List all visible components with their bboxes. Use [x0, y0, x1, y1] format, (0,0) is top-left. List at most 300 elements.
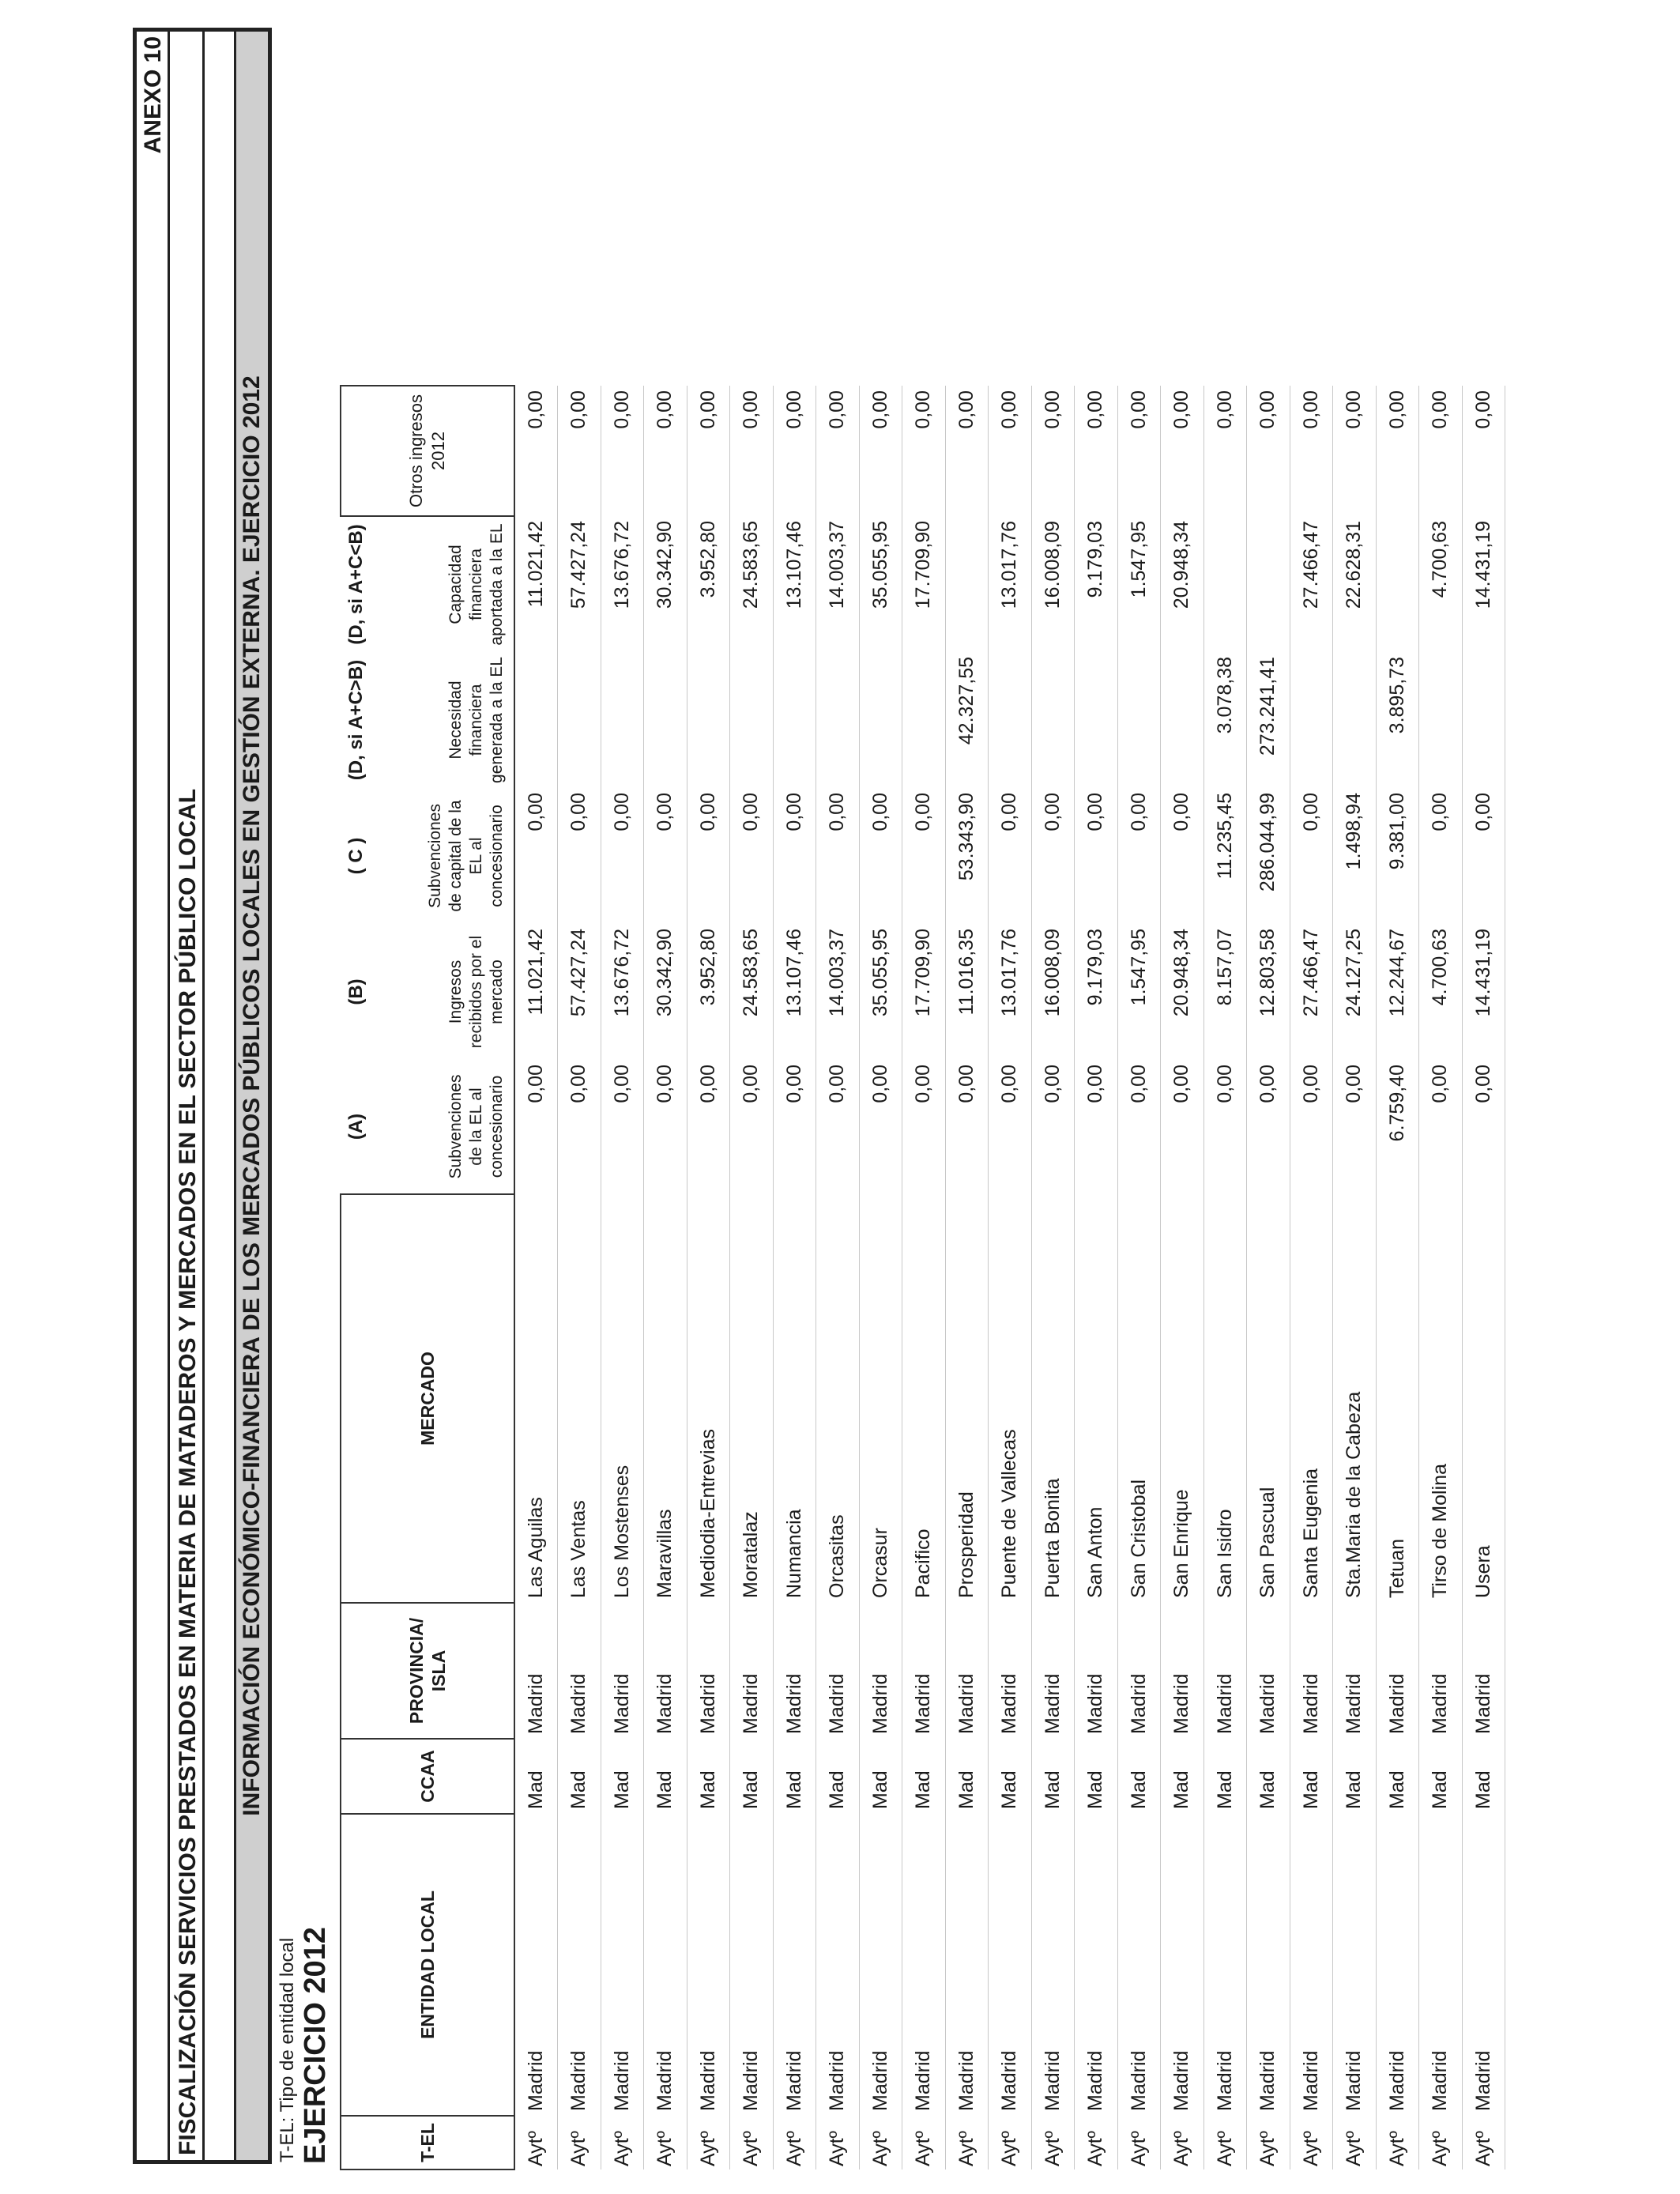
header-frame: [133, 28, 272, 2164]
cell-tel: Aytº: [1290, 2116, 1333, 2169]
cell-d2: 30.342,90: [644, 516, 687, 652]
cell-c: 0,00: [1290, 788, 1333, 924]
cell-entidad: Madrid: [1376, 1814, 1419, 2116]
cell-b: 12.803,58: [1247, 924, 1290, 1060]
cell-a: 0,00: [1419, 1060, 1463, 1194]
cell-provincia: Madrid: [514, 1603, 558, 1739]
cell-otros: 0,00: [1333, 386, 1377, 516]
cell-tel: Aytº: [816, 2116, 860, 2169]
cell-ccaa: Mad: [1031, 1739, 1075, 1814]
cell-d2: 13.676,72: [601, 516, 644, 652]
cell-tel: Aytº: [644, 2116, 687, 2169]
cell-c: 0,00: [902, 788, 946, 924]
cell-ccaa: Mad: [1333, 1739, 1377, 1814]
cell-d1: 42.327,55: [945, 652, 989, 788]
report-subtitle: INFORMACIÓN ECONÓMICO-FINANCIERA DE LOS MERCADOS PÚBLICOS LOCALES EN GESTIÓN EXTERNA. EJERCICIO 2012: [239, 375, 265, 1816]
cell-provincia: Madrid: [1462, 1603, 1505, 1739]
cell-otros: 0,00: [859, 386, 902, 516]
cell-provincia: Madrid: [1117, 1603, 1161, 1739]
cell-c: 9.381,00: [1376, 788, 1419, 924]
cell-tel: Aytº: [1117, 2116, 1161, 2169]
cell-b: 11.016,35: [945, 924, 989, 1060]
cell-b: 13.017,76: [989, 924, 1032, 1060]
table-row: [1203, 386, 1247, 2169]
cell-a: 0,00: [859, 1060, 902, 1194]
cell-entidad: Madrid: [859, 1814, 902, 2116]
cell-tel: Aytº: [1462, 2116, 1505, 2169]
cell-c: 53.343,90: [945, 788, 989, 924]
cell-provincia: Madrid: [1419, 1603, 1463, 1739]
col-entidad: ENTIDAD LOCAL: [341, 1814, 514, 2116]
cell-mercado: Tirso de Molina: [1419, 1194, 1463, 1603]
cell-ccaa: Mad: [1376, 1739, 1419, 1814]
cell-entidad: Madrid: [730, 1814, 774, 2116]
cell-d1: 3.895,73: [1376, 652, 1419, 788]
cell-tel: Aytº: [1419, 2116, 1463, 2169]
table-row: [1376, 386, 1419, 2169]
cell-otros: 0,00: [1203, 386, 1247, 516]
cell-provincia: Madrid: [1031, 1603, 1075, 1739]
cell-a: 0,00: [1075, 1060, 1118, 1194]
cell-d2: 22.628,31: [1333, 516, 1377, 652]
cell-a: 0,00: [1462, 1060, 1505, 1194]
cell-b: 57.427,24: [558, 924, 601, 1060]
cell-entidad: Madrid: [1462, 1814, 1505, 2116]
cell-c: 0,00: [1462, 788, 1505, 924]
cell-entidad: Madrid: [1290, 1814, 1333, 2116]
cell-b: 1.547,95: [1117, 924, 1161, 1060]
table-row: [514, 386, 558, 2169]
cell-d1: [601, 652, 644, 788]
cell-d1: [1075, 652, 1118, 788]
cell-c: 0,00: [558, 788, 601, 924]
cell-b: 20.948,34: [1161, 924, 1204, 1060]
table-row: [687, 386, 730, 2169]
cell-d2: 1.547,95: [1117, 516, 1161, 652]
col-d1-letter: (D, si A+C>B): [345, 659, 367, 781]
cell-otros: 0,00: [1376, 386, 1419, 516]
table-row: [1333, 386, 1377, 2169]
cell-otros: 0,00: [1075, 386, 1118, 516]
cell-ccaa: Mad: [1419, 1739, 1463, 1814]
cell-ccaa: Mad: [558, 1739, 601, 1814]
cell-entidad: Madrid: [1117, 1814, 1161, 2116]
cell-provincia: Madrid: [902, 1603, 946, 1739]
cell-d1: [816, 652, 860, 788]
cell-otros: 0,00: [1247, 386, 1290, 516]
cell-otros: 0,00: [644, 386, 687, 516]
cell-tel: Aytº: [1075, 2116, 1118, 2169]
cell-otros: 0,00: [1117, 386, 1161, 516]
cell-entidad: Madrid: [816, 1814, 860, 2116]
cell-mercado: Mediodia-Entrevias: [687, 1194, 730, 1603]
cell-provincia: Madrid: [1333, 1603, 1377, 1739]
cell-d1: [1161, 652, 1204, 788]
cell-ccaa: Mad: [1075, 1739, 1118, 1814]
table-row: [730, 386, 774, 2169]
cell-mercado: San Anton: [1075, 1194, 1118, 1603]
cell-c: 1.498,94: [1333, 788, 1377, 924]
col-d2-label: Capacidad financiera aportada a la EL: [372, 516, 514, 652]
cell-tel: Aytº: [1203, 2116, 1247, 2169]
cell-a: 0,00: [1031, 1060, 1075, 1194]
cell-b: 24.127,25: [1333, 924, 1377, 1060]
cell-mercado: Tetuan: [1376, 1194, 1419, 1603]
cell-a: 0,00: [514, 1060, 558, 1194]
cell-tel: Aytº: [1247, 2116, 1290, 2169]
cell-c: 0,00: [1161, 788, 1204, 924]
cell-provincia: Madrid: [687, 1603, 730, 1739]
table-row: [601, 386, 644, 2169]
cell-provincia: Madrid: [1161, 1603, 1204, 1739]
cell-b: 30.342,90: [644, 924, 687, 1060]
cell-c: 0,00: [601, 788, 644, 924]
cell-a: 0,00: [1203, 1060, 1247, 1194]
cell-entidad: Madrid: [644, 1814, 687, 2116]
cell-ccaa: Mad: [601, 1739, 644, 1814]
cell-provincia: Madrid: [1203, 1603, 1247, 1739]
cell-d1: [1462, 652, 1505, 788]
cell-c: 0,00: [816, 788, 860, 924]
table-row: [945, 386, 989, 2169]
cell-a: 0,00: [1247, 1060, 1290, 1194]
table-row: [1462, 386, 1505, 2169]
col-tel: T-EL: [341, 2116, 514, 2169]
cell-d2: 35.055,95: [859, 516, 902, 652]
cell-d2: [1376, 516, 1419, 652]
cell-d2: 27.466,47: [1290, 516, 1333, 652]
cell-ccaa: Mad: [1161, 1739, 1204, 1814]
cell-ccaa: Mad: [730, 1739, 774, 1814]
cell-entidad: Madrid: [1075, 1814, 1118, 2116]
cell-b: 14.003,37: [816, 924, 860, 1060]
cell-entidad: Madrid: [1247, 1814, 1290, 2116]
cell-d1: [773, 652, 816, 788]
cell-ccaa: Mad: [902, 1739, 946, 1814]
cell-provincia: Madrid: [1376, 1603, 1419, 1739]
table-row: [644, 386, 687, 2169]
cell-mercado: San Enrique: [1161, 1194, 1204, 1603]
anexo-label: ANEXO 10: [140, 36, 166, 154]
cell-mercado: San Cristobal: [1117, 1194, 1161, 1603]
cell-a: 0,00: [558, 1060, 601, 1194]
cell-b: 24.583,65: [730, 924, 774, 1060]
cell-mercado: Prosperidad: [945, 1194, 989, 1603]
cell-c: 11.235,45: [1203, 788, 1247, 924]
table-row: [1290, 386, 1333, 2169]
cell-provincia: Madrid: [601, 1603, 644, 1739]
cell-d2: 3.952,80: [687, 516, 730, 652]
header-letter-row: [341, 386, 372, 2169]
cell-d2: 14.003,37: [816, 516, 860, 652]
cell-entidad: Madrid: [1333, 1814, 1377, 2116]
cell-a: 0,00: [773, 1060, 816, 1194]
cell-b: 8.157,07: [1203, 924, 1247, 1060]
cell-provincia: Madrid: [1290, 1603, 1333, 1739]
col-ccaa: CCAA: [341, 1739, 514, 1814]
cell-tel: Aytº: [989, 2116, 1032, 2169]
table-row: [816, 386, 860, 2169]
col-mercado: MERCADO: [341, 1194, 514, 1603]
cell-otros: 0,00: [1419, 386, 1463, 516]
cell-d2: [1247, 516, 1290, 652]
cell-b: 27.466,47: [1290, 924, 1333, 1060]
cell-tel: Aytº: [601, 2116, 644, 2169]
col-b-label: Ingresos recibidos por el mercado: [372, 924, 514, 1060]
cell-entidad: Madrid: [902, 1814, 946, 2116]
cell-mercado: Las Aguilas: [514, 1194, 558, 1603]
cell-otros: 0,00: [687, 386, 730, 516]
cell-mercado: San Pascual: [1247, 1194, 1290, 1603]
table-row: [1031, 386, 1075, 2169]
table-row: [773, 386, 816, 2169]
cell-a: 0,00: [989, 1060, 1032, 1194]
cell-mercado: Puente de Vallecas: [989, 1194, 1032, 1603]
cell-entidad: Madrid: [1161, 1814, 1204, 2116]
cell-b: 11.021,42: [514, 924, 558, 1060]
cell-d1: 273.241,41: [1247, 652, 1290, 788]
cell-d2: 13.107,46: [773, 516, 816, 652]
cell-ccaa: Mad: [816, 1739, 860, 1814]
cell-entidad: Madrid: [601, 1814, 644, 2116]
cell-c: 0,00: [1031, 788, 1075, 924]
cell-c: 0,00: [730, 788, 774, 924]
cell-entidad: Madrid: [558, 1814, 601, 2116]
cell-entidad: Madrid: [514, 1814, 558, 2116]
cell-a: 0,00: [816, 1060, 860, 1194]
cell-d2: 13.017,76: [989, 516, 1032, 652]
cell-tel: Aytº: [945, 2116, 989, 2169]
cell-otros: 0,00: [945, 386, 989, 516]
cell-provincia: Madrid: [773, 1603, 816, 1739]
cell-tel: Aytº: [514, 2116, 558, 2169]
cell-otros: 0,00: [1161, 386, 1204, 516]
ejercicio-heading: EJERCICIO 2012: [299, 1927, 332, 2164]
col-provincia: PROVINCIA/ ISLA: [341, 1603, 514, 1739]
anexo-row: [137, 32, 170, 2160]
cell-d1: [1419, 652, 1463, 788]
col-b-letter: (B): [345, 978, 367, 1005]
cell-tel: Aytº: [1161, 2116, 1204, 2169]
cell-mercado: San Isidro: [1203, 1194, 1247, 1603]
cell-provincia: Madrid: [1247, 1603, 1290, 1739]
cell-mercado: Sta.Maria de la Cabeza: [1333, 1194, 1377, 1603]
cell-entidad: Madrid: [687, 1814, 730, 2116]
cell-provincia: Madrid: [644, 1603, 687, 1739]
cell-ccaa: Mad: [989, 1739, 1032, 1814]
cell-d1: [902, 652, 946, 788]
cell-b: 12.244,67: [1376, 924, 1419, 1060]
cell-b: 17.709,90: [902, 924, 946, 1060]
cell-b: 14.431,19: [1462, 924, 1505, 1060]
cell-c: 286.044,99: [1247, 788, 1290, 924]
table-row: [989, 386, 1032, 2169]
cell-tel: Aytº: [730, 2116, 774, 2169]
cell-d2: 24.583,65: [730, 516, 774, 652]
cell-mercado: Santa Eugenia: [1290, 1194, 1333, 1603]
cell-d2: 9.179,03: [1075, 516, 1118, 652]
table-row: [1161, 386, 1204, 2169]
cell-d1: 3.078,38: [1203, 652, 1247, 788]
cell-b: 3.952,80: [687, 924, 730, 1060]
cell-provincia: Madrid: [558, 1603, 601, 1739]
cell-d1: [730, 652, 774, 788]
cell-ccaa: Mad: [644, 1739, 687, 1814]
cell-c: 0,00: [989, 788, 1032, 924]
cell-entidad: Madrid: [1031, 1814, 1075, 2116]
cell-c: 0,00: [687, 788, 730, 924]
cell-entidad: Madrid: [1419, 1814, 1463, 2116]
cell-a: 0,00: [687, 1060, 730, 1194]
cell-d1: [558, 652, 601, 788]
table-row: [902, 386, 946, 2169]
cell-ccaa: Mad: [773, 1739, 816, 1814]
cell-otros: 0,00: [514, 386, 558, 516]
col-otros: Otros ingresos 2012: [341, 386, 514, 516]
cell-tel: Aytº: [859, 2116, 902, 2169]
cell-entidad: Madrid: [945, 1814, 989, 2116]
cell-c: 0,00: [859, 788, 902, 924]
cell-d1: [859, 652, 902, 788]
cell-mercado: Los Mostenses: [601, 1194, 644, 1603]
cell-a: 0,00: [1117, 1060, 1161, 1194]
cell-tel: Aytº: [687, 2116, 730, 2169]
cell-d1: [1333, 652, 1377, 788]
cell-otros: 0,00: [1462, 386, 1505, 516]
cell-ccaa: Mad: [1117, 1739, 1161, 1814]
cell-d1: [687, 652, 730, 788]
cell-ccaa: Mad: [687, 1739, 730, 1814]
blank-row: [205, 32, 236, 2160]
cell-mercado: Usera: [1462, 1194, 1505, 1603]
cell-d2: 11.021,42: [514, 516, 558, 652]
cell-b: 9.179,03: [1075, 924, 1118, 1060]
cell-c: 0,00: [1117, 788, 1161, 924]
table-row: [1247, 386, 1290, 2169]
cell-d2: 17.709,90: [902, 516, 946, 652]
markets-table: [340, 385, 1505, 2170]
cell-mercado: Las Ventas: [558, 1194, 601, 1603]
cell-a: 0,00: [644, 1060, 687, 1194]
cell-a: 0,00: [1290, 1060, 1333, 1194]
report-title: FISCALIZACIÓN SERVICIOS PRESTADOS EN MATERIA DE MATADEROS Y MERCADOS EN EL SECTOR PÚBLICO LOCAL: [175, 788, 201, 2155]
cell-ccaa: Mad: [1462, 1739, 1505, 1814]
cell-c: 0,00: [1075, 788, 1118, 924]
cell-otros: 0,00: [816, 386, 860, 516]
cell-b: 13.107,46: [773, 924, 816, 1060]
table-row: [1419, 386, 1463, 2169]
cell-otros: 0,00: [730, 386, 774, 516]
cell-mercado: Puerta Bonita: [1031, 1194, 1075, 1603]
cell-a: 0,00: [1161, 1060, 1204, 1194]
cell-ccaa: Mad: [1203, 1739, 1247, 1814]
cell-mercado: Numancia: [773, 1194, 816, 1603]
col-d2-letter: (D, si A+C<B): [341, 516, 372, 652]
cell-entidad: Madrid: [1203, 1814, 1247, 2116]
cell-c: 0,00: [644, 788, 687, 924]
cell-b: 4.700,63: [1419, 924, 1463, 1060]
cell-tel: Aytº: [1333, 2116, 1377, 2169]
cell-a: 0,00: [945, 1060, 989, 1194]
cell-tel: Aytº: [558, 2116, 601, 2169]
cell-otros: 0,00: [1031, 386, 1075, 516]
cell-d2: 20.948,34: [1161, 516, 1204, 652]
table-row: [1117, 386, 1161, 2169]
cell-d2: 14.431,19: [1462, 516, 1505, 652]
cell-c: 0,00: [1419, 788, 1463, 924]
col-c-letter: ( C ): [345, 837, 367, 875]
cell-otros: 0,00: [558, 386, 601, 516]
cell-otros: 0,00: [773, 386, 816, 516]
cell-ccaa: Mad: [514, 1739, 558, 1814]
cell-mercado: Moratalaz: [730, 1194, 774, 1603]
cell-d1: [1031, 652, 1075, 788]
cell-d2: [945, 516, 989, 652]
cell-provincia: Madrid: [730, 1603, 774, 1739]
cell-mercado: Pacifico: [902, 1194, 946, 1603]
cell-a: 0,00: [1333, 1060, 1377, 1194]
cell-a: 0,00: [730, 1060, 774, 1194]
cell-otros: 0,00: [902, 386, 946, 516]
cell-d2: 16.008,09: [1031, 516, 1075, 652]
col-a-letter: (A): [345, 1113, 367, 1140]
cell-provincia: Madrid: [859, 1603, 902, 1739]
cell-d1: [989, 652, 1032, 788]
cell-a: 0,00: [601, 1060, 644, 1194]
cell-tel: Aytº: [773, 2116, 816, 2169]
cell-otros: 0,00: [601, 386, 644, 516]
cell-tel: Aytº: [1376, 2116, 1419, 2169]
cell-entidad: Madrid: [773, 1814, 816, 2116]
cell-provincia: Madrid: [945, 1603, 989, 1739]
cell-d1: [1290, 652, 1333, 788]
cell-entidad: Madrid: [989, 1814, 1032, 2116]
cell-b: 13.676,72: [601, 924, 644, 1060]
table-row: [859, 386, 902, 2169]
cell-provincia: Madrid: [989, 1603, 1032, 1739]
cell-provincia: Madrid: [1075, 1603, 1118, 1739]
cell-tel: Aytº: [1031, 2116, 1075, 2169]
subtitle-row: [236, 32, 268, 2160]
cell-ccaa: Mad: [1247, 1739, 1290, 1814]
cell-mercado: Maravillas: [644, 1194, 687, 1603]
cell-provincia: Madrid: [816, 1603, 860, 1739]
table-row: [558, 386, 601, 2169]
cell-ccaa: Mad: [945, 1739, 989, 1814]
cell-a: 6.759,40: [1376, 1060, 1419, 1194]
cell-ccaa: Mad: [859, 1739, 902, 1814]
col-a-label: Subvenciones de la EL al concesionario: [372, 1060, 514, 1194]
table-row: [1075, 386, 1118, 2169]
cell-d2: 57.427,24: [558, 516, 601, 652]
cell-b: 16.008,09: [1031, 924, 1075, 1060]
title-row: [170, 32, 205, 2160]
cell-d1: [1117, 652, 1161, 788]
cell-d1: [514, 652, 558, 788]
cell-d2: [1203, 516, 1247, 652]
cell-tel: Aytº: [902, 2116, 946, 2169]
cell-c: 0,00: [773, 788, 816, 924]
cell-otros: 0,00: [989, 386, 1032, 516]
cell-otros: 0,00: [1290, 386, 1333, 516]
cell-c: 0,00: [514, 788, 558, 924]
table-body: [514, 386, 1505, 2169]
cell-d1: [644, 652, 687, 788]
cell-mercado: Orcasitas: [816, 1194, 860, 1603]
col-d1-label: Necesidad financiera generada a la EL: [372, 652, 514, 788]
cell-d2: 4.700,63: [1419, 516, 1463, 652]
cell-ccaa: Mad: [1290, 1739, 1333, 1814]
